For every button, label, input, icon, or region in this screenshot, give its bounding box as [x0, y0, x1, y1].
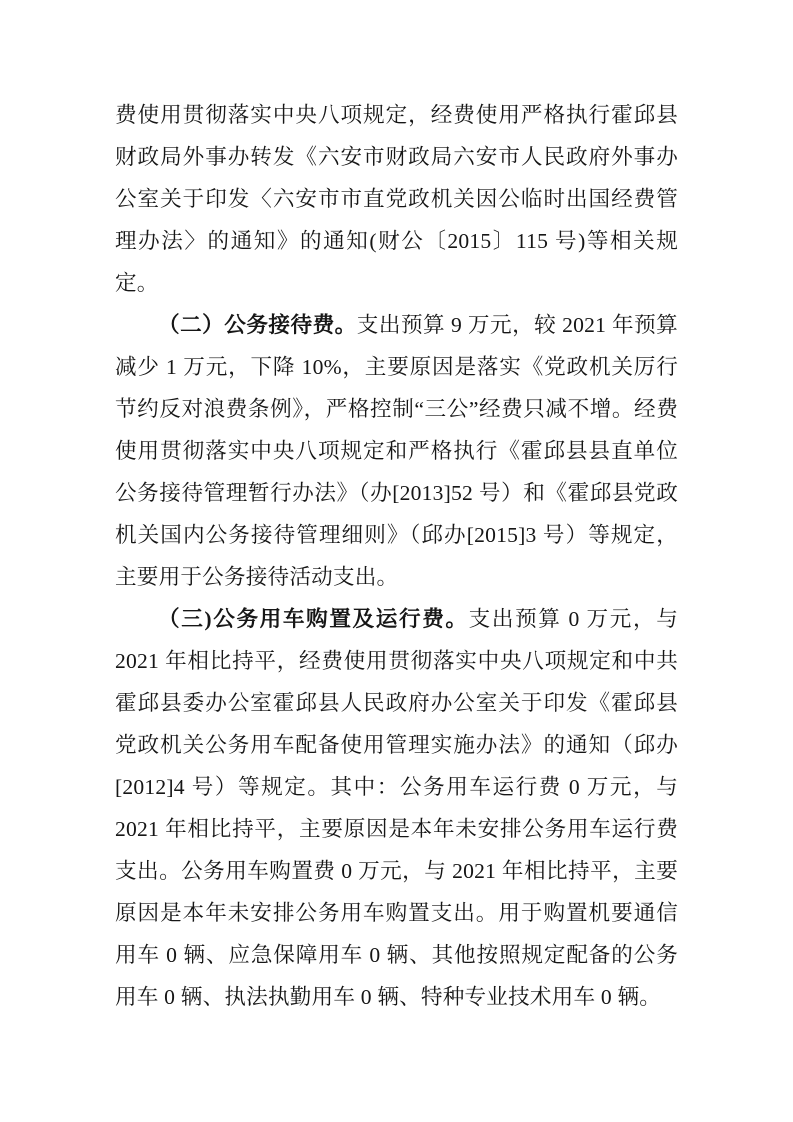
paragraph-foreign-travel-continuation: 费使用贯彻落实中央八项规定，经费使用严格执行霍邱县财政局外事办转发《六安市财政局六安市人民政府外事办公室关于印发〈六安市市直党政机关因公临时出国经费管理办法〉的通知》的通知(财公〔2015〕115 号)等相关规定。 — [115, 103, 678, 295]
section-heading-official-reception-fee: （二）公务接待费。 — [158, 313, 357, 337]
paragraph-body-official-reception-fee: 支出预算 9 万元，较 2021 年预算减少 1 万元，下降 10%，主要原因是落实《党政机关厉行节约反对浪费条例》，严格控制“三公”经费只减不增。经费使用贯彻落实中央八项规定和严格执行《霍邱县县直单位公务接待管理暂行办法》（办[2013]52 号）和《霍邱县党政机关国内公务接待管理细则》（邱办[2015]3 号）等规定，主要用于公务接待活动支出。 — [115, 313, 678, 589]
paragraph-official-vehicle-fee — [115, 598, 678, 1018]
section-heading-official-vehicle-fee: （三)公务用车购置及运行费。 — [158, 607, 469, 631]
document-text-block — [115, 94, 678, 1018]
paragraph-official-reception-fee — [115, 304, 678, 598]
paragraph-body-official-vehicle-fee: 支出预算 0 万元，与 2021 年相比持平，经费使用贯彻落实中央八项规定和中共霍邱县委办公室霍邱县人民政府办公室关于印发《霍邱县党政机关公务用车配备使用管理实施办法》的通知（邱办[2012]4 号）等规定。其中：公务用车运行费 0 万元，与 2021 年相比持平，主要原因是本年未安排公务用车运行费支出。公务用车购置费 0 万元，与 2021 年相比持平，主要原因是本年未安排公务用车购置支出。用于购置机要通信用车 0 辆、应急保障用车 0 辆、其他按照规定配备的公务用车 0 辆、执法执勤用车 0 辆、特种专业技术用车 0 辆。 — [115, 607, 678, 1009]
